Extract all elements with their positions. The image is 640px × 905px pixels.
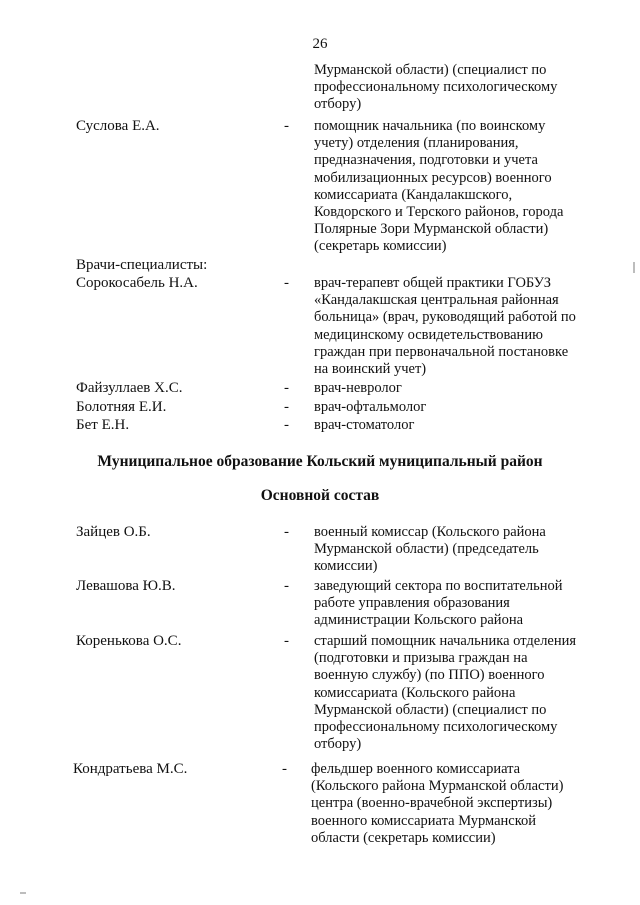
dash-separator: - [284,417,289,433]
entry-description-continuation: Мурманской области) (специалист по профессиональному психологическому отбору) [314,62,558,113]
member-name: Сорокосабель Н.А. [76,275,198,291]
member-role: старший помощник начальника отделения (подготовки и призыва граждан на военную службу) (по ППО) военного комиссариата (Кольского района Мурманской области) (специалист по профессиональному психологическому отбору) [314,633,577,753]
member-name: Зайцев О.Б. [76,524,151,540]
dash-separator: - [284,633,289,649]
member-name: Коренькова О.С. [76,633,182,649]
member-role: заведующий сектора по воспитательной работе управления образования администрации Кольского района [314,578,563,629]
scan-artifact-mark [20,892,26,894]
member-name: Болотняя Е.И. [76,399,167,415]
member-role: врач-терапевт общей практики ГОБУЗ «Кандалакшская центральная районная больница» (врач, руководящий работой по медицинскому освидетельствованию граждан при первоначальной постановке на воинский учет) [314,275,576,378]
member-role: фельдшер военного комиссариата (Кольского района Мурманской области) центра (военно-врачебной экспертизы) военного комиссариата Мурманской области (секретарь комиссии) [311,761,564,846]
member-name: Суслова Е.А. [76,118,160,134]
scan-artifact-mark [633,262,635,273]
dash-separator: - [284,578,289,594]
member-name: Файзуллаев Х.С. [76,380,183,396]
municipality-heading: Муниципальное образование Кольский муниципальный район [97,453,543,470]
member-role: врач-офтальмолог [314,399,427,415]
member-name: Левашова Ю.В. [76,578,176,594]
doctors-section-label: Врачи-специалисты: [76,257,208,273]
member-role: помощник начальника (по воинскому учету) отделения (планирования, предназначения, подготовки и учета мобилизационных ресурсов) военного комиссариата (Кандалакшского, Ковдорского и Терского районов, города Полярные Зори Мурманской области) (секретарь комиссии) [314,118,564,255]
member-role: врач-стоматолог [314,417,415,433]
main-composition-heading: Основной состав [260,487,380,504]
page-number: 26 [312,36,328,52]
dash-separator: - [284,118,289,134]
dash-separator: - [282,761,287,777]
dash-separator: - [284,524,289,540]
member-name: Кондратьева М.С. [73,761,188,777]
member-role: врач-невролог [314,380,402,396]
member-name: Бет Е.Н. [76,417,130,433]
dash-separator: - [284,275,289,291]
dash-separator: - [284,399,289,415]
dash-separator: - [284,380,289,396]
member-role: военный комиссар (Кольского района Мурманской области) (председатель комиссии) [314,524,546,575]
